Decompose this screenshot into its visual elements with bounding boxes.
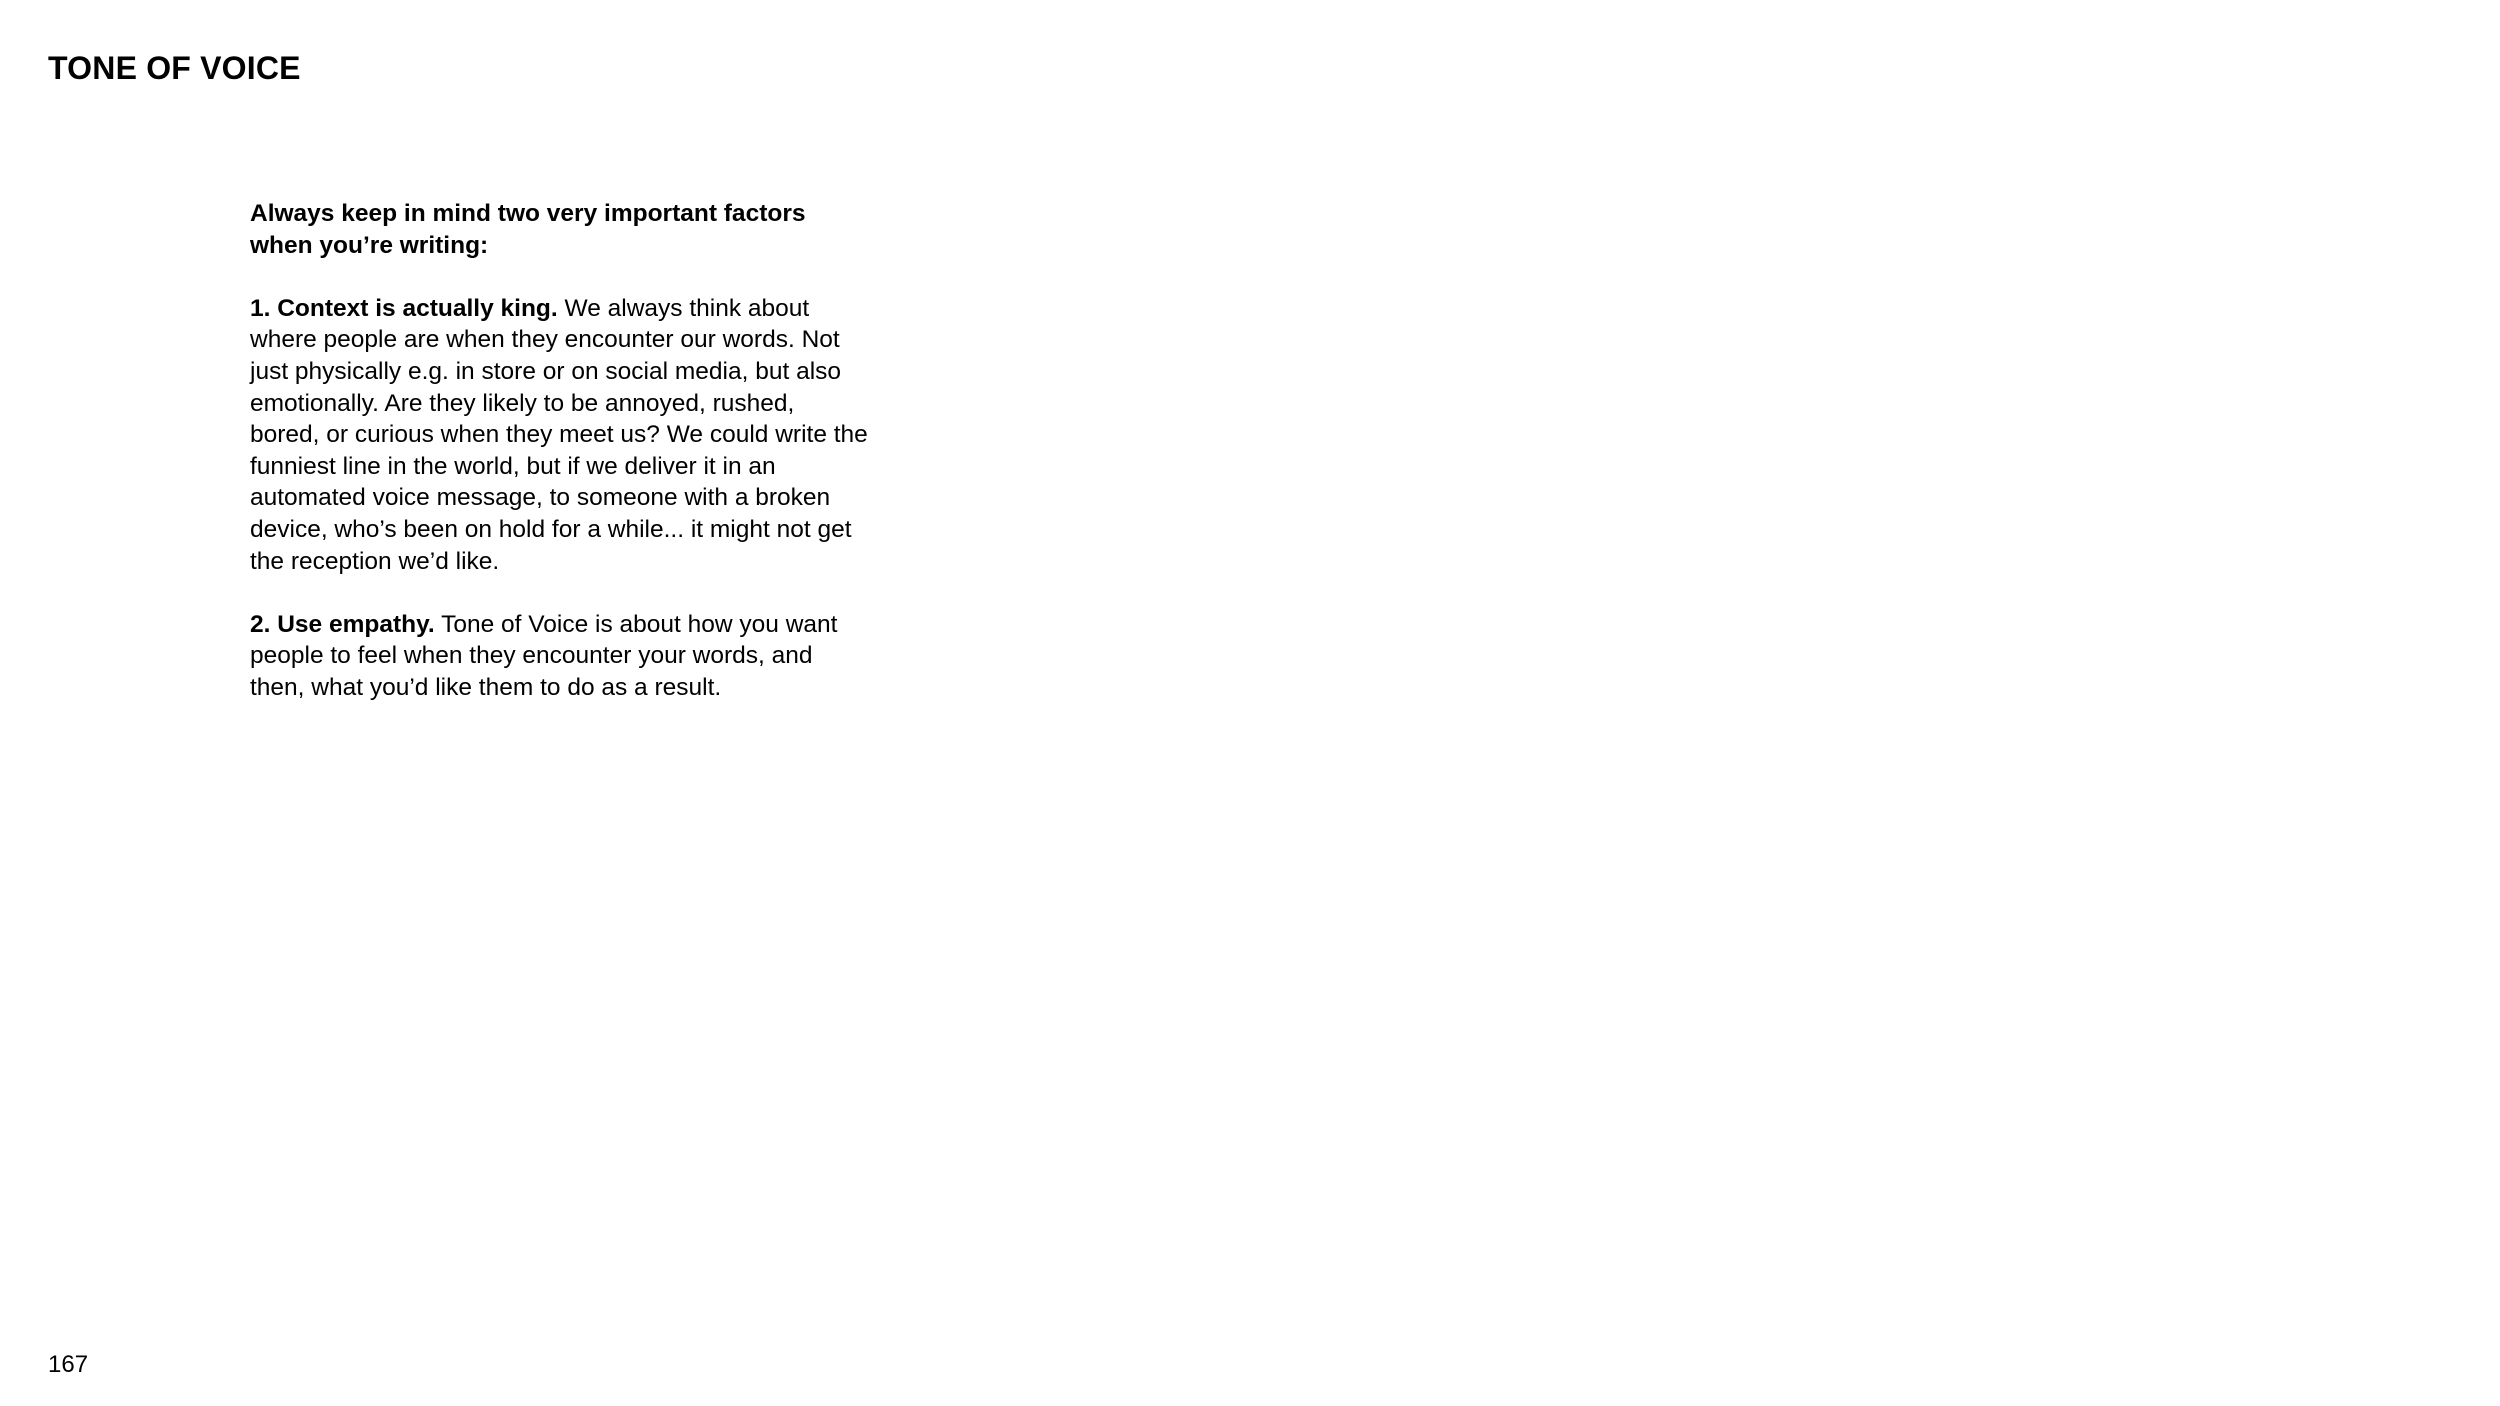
intro-paragraph: Always keep in mind two very important factors when you’re writing: <box>250 200 806 259</box>
page-number: 167 <box>48 1351 89 1378</box>
page-title: TONE OF VOICE <box>48 50 301 86</box>
point-empathy <box>250 609 870 704</box>
point-context-text: We always think about where people are when they encounter our words. Not just physically e.g. in store or on social media, but also emotionally. Are they likely to be annoyed, rushed, bored, or curious when they meet us? We could write the funniest line in the world, but if we deliver it in an automated voice message, to someone with a broken device, who’s been on hold for a while... it might not get the reception we’d like. <box>250 294 868 575</box>
point-empathy-text: Tone of Voice is about how you want people to feel when they encounter your words, and then, what you’d like them to do as a result. <box>250 610 838 701</box>
point-empathy-heading: 2. Use empathy. <box>250 610 435 638</box>
body-copy <box>250 198 870 704</box>
point-context <box>250 293 870 577</box>
point-context-heading: 1. Context is actually king. <box>250 294 558 322</box>
